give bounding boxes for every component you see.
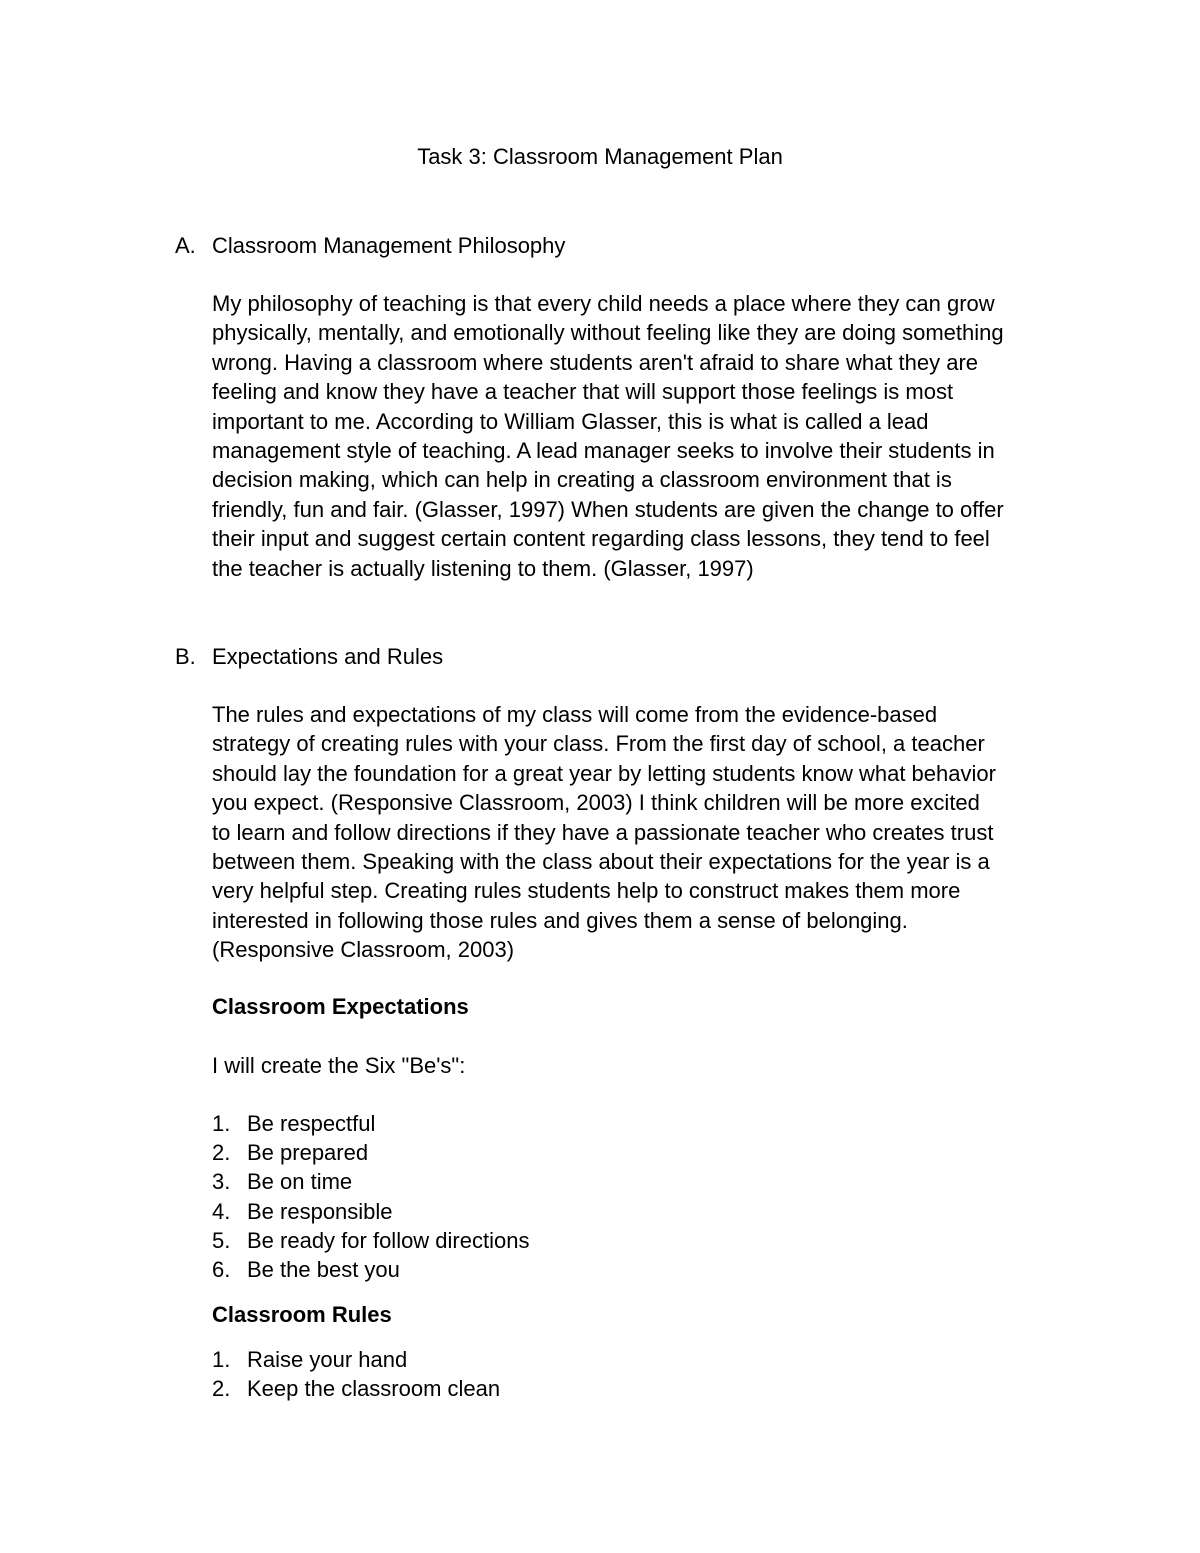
expectations-heading: Classroom Expectations	[212, 994, 469, 1019]
list-item-number: 1.	[212, 1111, 231, 1136]
list-item-text: Raise your hand	[247, 1347, 408, 1372]
list-item	[212, 1226, 529, 1255]
list-item	[212, 1167, 529, 1196]
list-item	[212, 1345, 500, 1374]
list-item-text: Be prepared	[247, 1140, 369, 1166]
list-item-number: 4.	[212, 1198, 231, 1224]
section-a-title: Classroom Management Philosophy	[212, 233, 566, 258]
paragraph-line: strategy of creating rules with your class. From the first day of school, a teacher	[212, 731, 985, 757]
paragraph-line: interested in following those rules and gives them a sense of belonging.	[212, 907, 908, 933]
section-a-paragraph	[212, 289, 1072, 583]
paragraph-line: you expect. (Responsive Classroom, 2003) I think children will be more excited	[212, 790, 980, 816]
list-item-number: 2.	[212, 1376, 231, 1402]
list-item	[212, 1255, 529, 1284]
paragraph-line: physically, mentally, and emotionally without feeling like they are doing something	[212, 320, 1004, 346]
list-item	[212, 1197, 529, 1226]
list-item-number: 2.	[212, 1140, 231, 1166]
list-item-number: 5.	[212, 1227, 231, 1253]
document-title: Task 3: Classroom Management Plan	[417, 144, 783, 169]
list-item	[212, 1109, 529, 1138]
paragraph-line: My philosophy of teaching is that every child needs a place where they can grow	[212, 291, 995, 316]
list-item	[212, 1138, 529, 1167]
list-item-number: 1.	[212, 1347, 231, 1372]
list-item-number: 6.	[212, 1257, 231, 1283]
paragraph-line: The rules and expectations of my class will come from the evidence-based	[212, 702, 938, 727]
list-item-text: Be respectful	[247, 1111, 376, 1136]
paragraph-line: decision making, which can help in creating a classroom environment that is	[212, 467, 952, 493]
section-a-marker: A.	[175, 233, 196, 258]
list-item-text: Keep the classroom clean	[247, 1376, 501, 1402]
list-item-text: Be the best you	[247, 1257, 400, 1283]
paragraph-line: between them. Speaking with the class about their expectations for the year is a	[212, 849, 990, 875]
rules-list	[212, 1345, 500, 1403]
list-item-number: 3.	[212, 1169, 231, 1195]
paragraph-line: their input and suggest certain content regarding class lessons, they tend to feel	[212, 526, 990, 552]
paragraph-line: very helpful step. Creating rules students help to construct makes them more	[212, 878, 961, 904]
rules-heading: Classroom Rules	[212, 1302, 392, 1327]
section-b-title: Expectations and Rules	[212, 644, 444, 669]
list-item-text: Be on time	[247, 1169, 353, 1195]
paragraph-line: management style of teaching. A lead manager seeks to involve their students in	[212, 438, 995, 464]
section-b-marker: B.	[175, 644, 196, 669]
paragraph-line: feeling and know they have a teacher that will support those feelings is most	[212, 379, 954, 405]
list-item-text: Be responsible	[247, 1198, 393, 1224]
paragraph-line: (Responsive Classroom, 2003)	[212, 937, 515, 963]
section-b-paragraph	[212, 700, 1072, 965]
section-b-heading	[175, 642, 443, 671]
paragraph-line: friendly, fun and fair. (Glasser, 1997) When students are given the change to offer	[212, 496, 1004, 522]
section-a-heading	[175, 231, 565, 260]
paragraph-line: should lay the foundation for a great year by letting students know what behavior	[212, 760, 996, 786]
paragraph-line: to learn and follow directions if they have a passionate teacher who creates trust	[212, 819, 994, 845]
list-item	[212, 1374, 500, 1403]
expectations-list	[212, 1109, 529, 1284]
expectations-intro: I will create the Six "Be's":	[212, 1053, 466, 1078]
paragraph-line: wrong. Having a classroom where students aren't afraid to share what they are	[212, 349, 979, 375]
list-item-text: Be ready for follow directions	[247, 1227, 530, 1253]
paragraph-line: important to me. According to William Glasser, this is what is called a lead	[212, 408, 929, 434]
paragraph-line: the teacher is actually listening to them. (Glasser, 1997)	[212, 555, 754, 581]
